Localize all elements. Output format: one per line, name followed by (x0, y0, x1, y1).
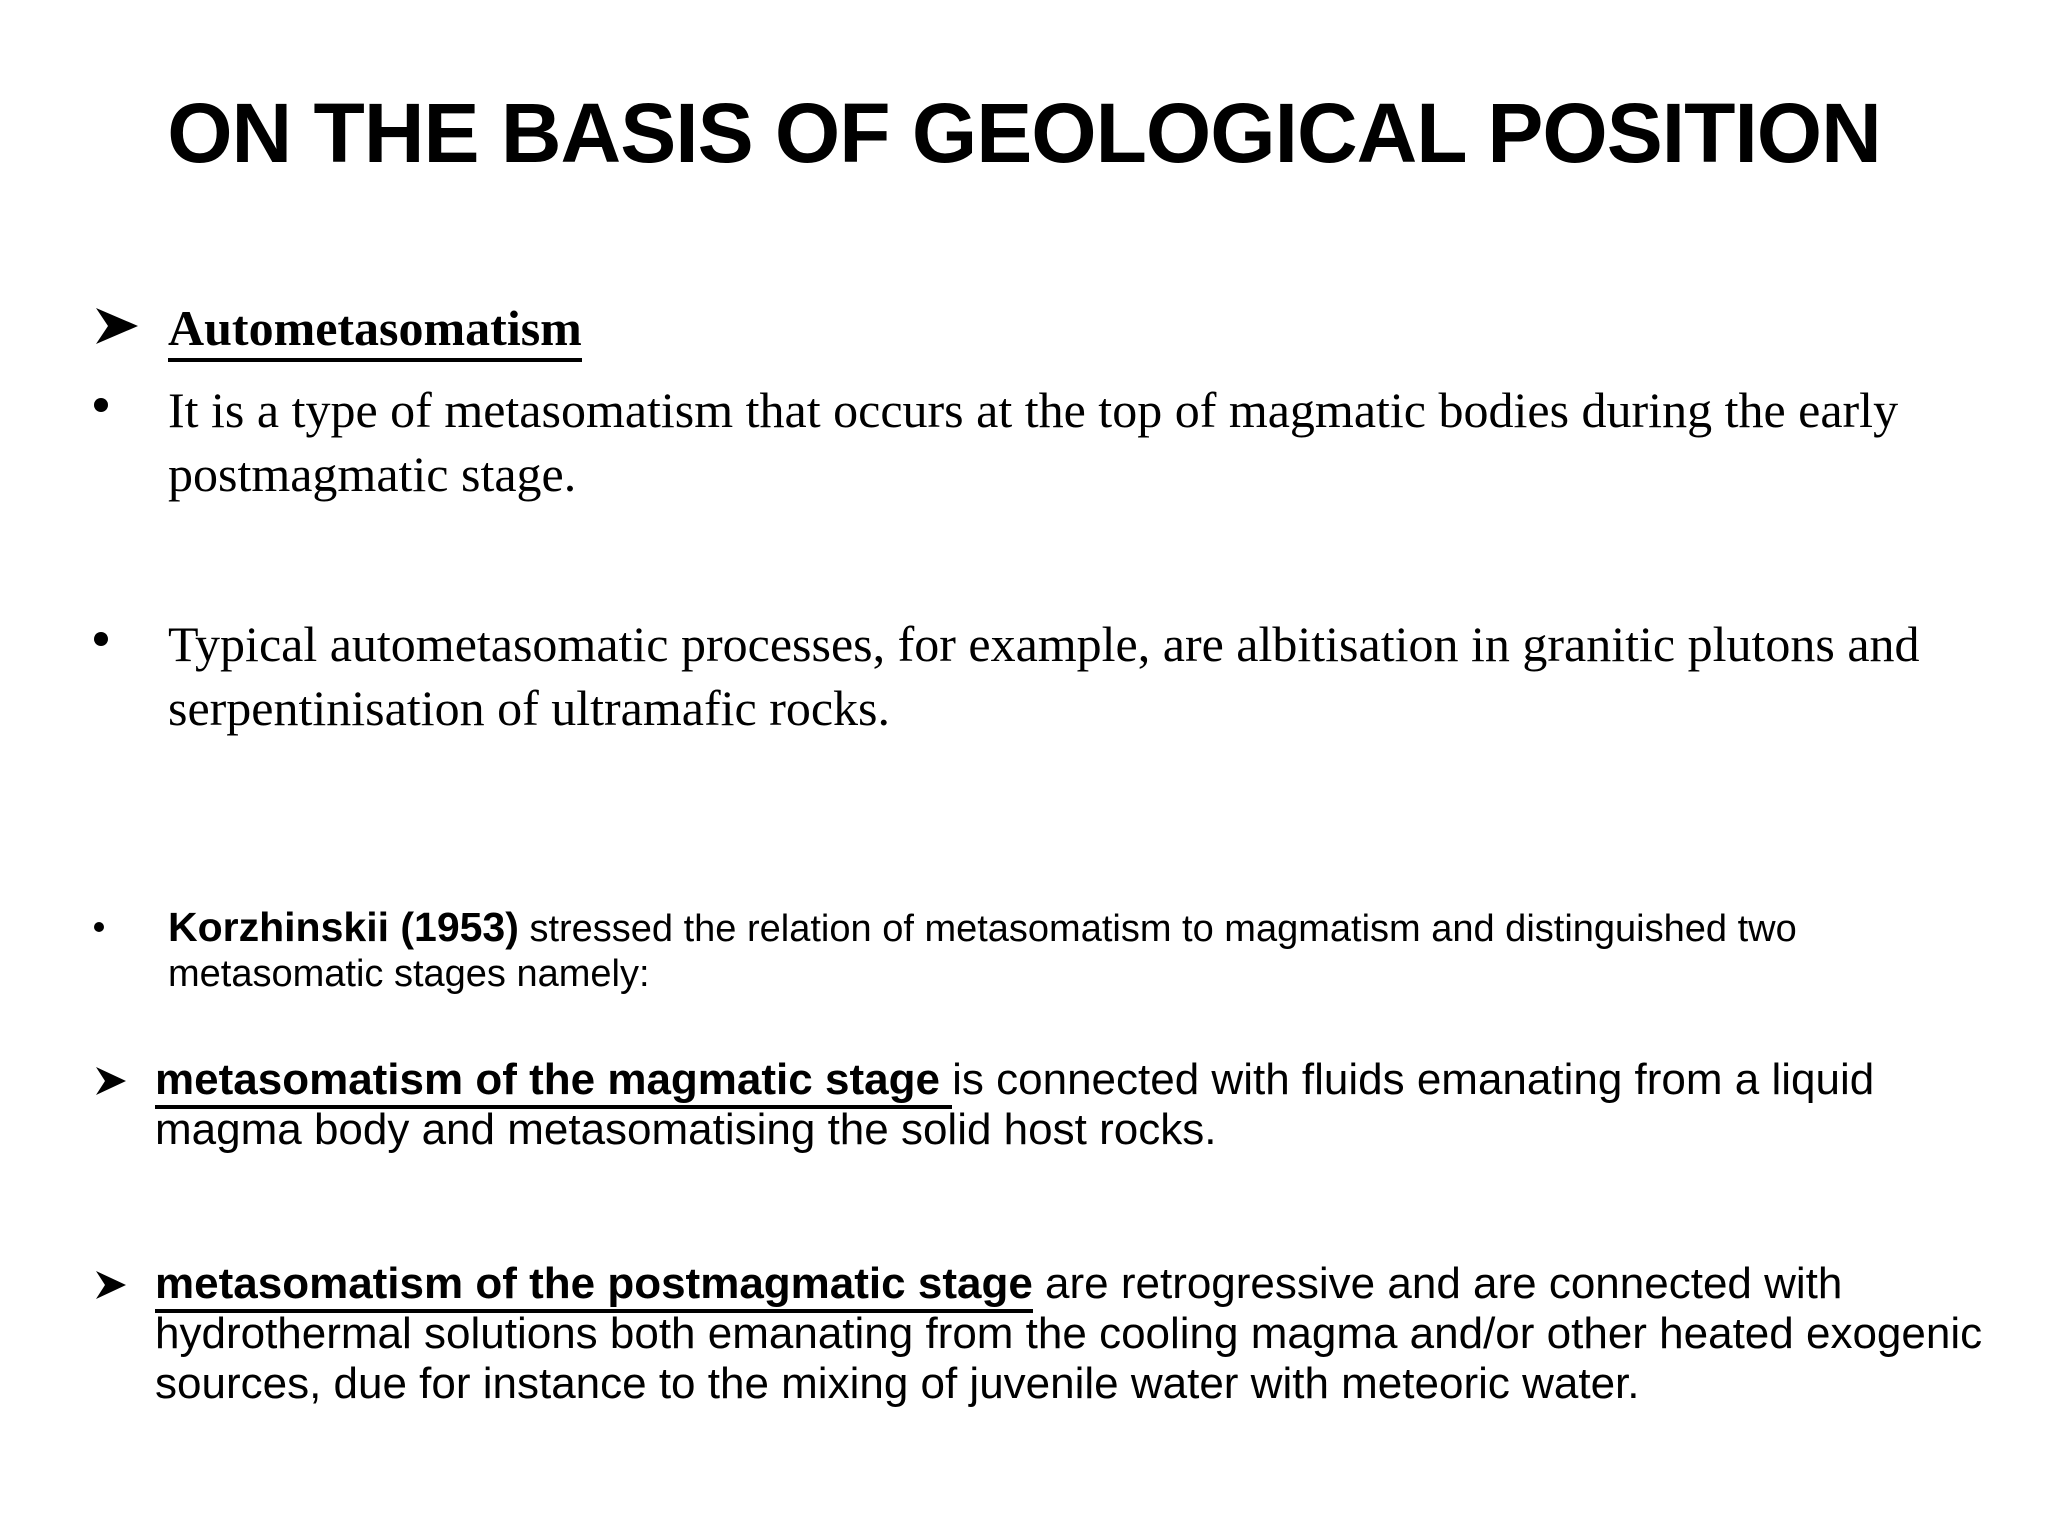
citation: Korzhinskii (1953) (168, 904, 519, 950)
arrowhead-bullet-icon (94, 306, 140, 346)
citation-rest: stressed the relation of metasomatism to magmatism and distinguished two metasomatic stages namely: (168, 908, 1797, 995)
stage-text (155, 1259, 1995, 1409)
stage-lead: metasomatism of the magmatic stage (155, 1055, 952, 1109)
stage-lead: metasomatism of the postmagmatic stage (155, 1259, 1033, 1313)
bullet-text: Typical autometasomatic processes, for example, are albitisation in granitic plutons and serpentinisation of ultramafic rocks. (168, 616, 1920, 736)
stage-text (155, 1055, 1995, 1155)
round-bullet-icon (94, 398, 108, 412)
korzhinskii-text (168, 905, 2008, 997)
arrowhead-bullet-icon (94, 1269, 128, 1301)
round-bullet-icon (94, 632, 108, 646)
slide-title: ON THE BASIS OF GEOLOGICAL POSITION (167, 86, 1881, 180)
stage-rest: are retrogressive and are connected with hydrothermal solutions both emanating from the cooling magma and/or other heated exogenic sources, due for instance to the mixing of juvenile water with meteoric water. (155, 1259, 1983, 1408)
arrowhead-bullet-icon (94, 1065, 128, 1097)
section-heading: Autometasomatism (168, 298, 582, 358)
round-bullet-icon (94, 922, 104, 932)
stage-rest: is connected with fluids emanating from a liquid magma body and metasomatising the solid host rocks. (155, 1055, 1875, 1154)
bullet-text: It is a type of metasomatism that occurs at the top of magmatic bodies during the early postmagmatic stage. (168, 382, 1899, 502)
